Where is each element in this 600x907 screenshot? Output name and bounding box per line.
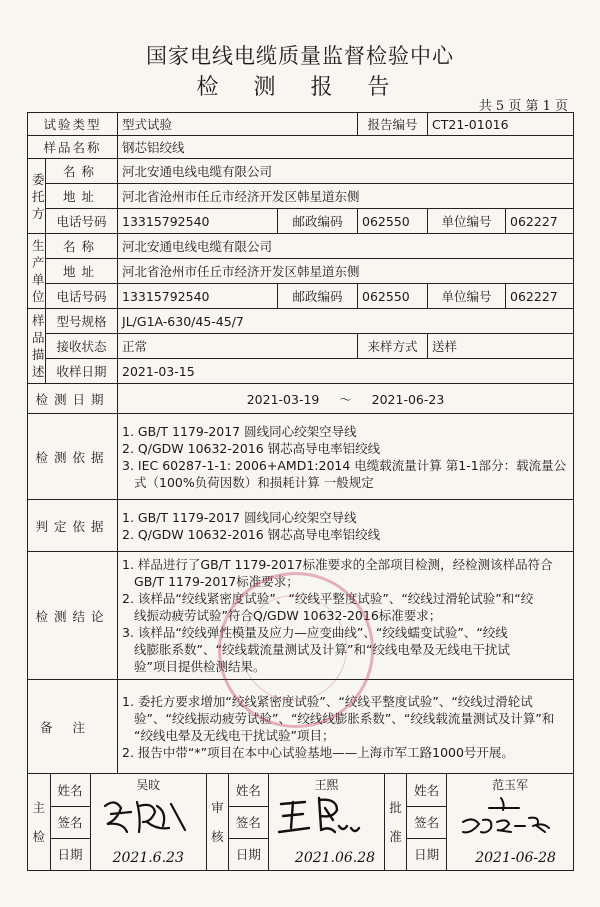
remarks-label: 备注 — [28, 680, 118, 774]
conclusion-line: 验”项目提供检测结果。 — [134, 659, 266, 674]
remarks-line: 2. 报告中带“*”项目在本中心试验基地——上海市军工路1000号开展。 — [122, 744, 514, 760]
remarks-content — [118, 680, 574, 774]
sig-approve-date: 2021-06-28 — [475, 850, 556, 866]
sig-approve-date-label: 日期 — [414, 846, 440, 862]
client-phone-label: 电话号码 — [46, 209, 118, 234]
judgement-content — [118, 500, 574, 552]
producer-phone-label: 电话号码 — [46, 284, 118, 309]
producer-postal-value: 062550 — [358, 284, 428, 309]
sig-main-role: 主 检 — [28, 774, 50, 870]
client-group-label: 委 托 方 — [28, 159, 46, 234]
row-judgement — [28, 500, 574, 552]
report-no-value: CT21-01016 — [428, 113, 574, 136]
client-phone-value: 13315792540 — [118, 209, 278, 234]
producer-name-label: 名称 — [46, 234, 118, 259]
sample-status-value: 正常 — [118, 334, 358, 359]
producer-unit-label: 单位编号 — [428, 284, 506, 309]
sig-approve-name: 范玉军 — [492, 778, 529, 792]
sig-main-date: 2021.6.23 — [112, 850, 184, 866]
conclusion-line: 2. 该样品“绞线紧密度试验”、“绞线平整度试验”、“绞线过滑轮试验”和“绞 — [122, 591, 534, 606]
sample-name-label: 样品名称 — [28, 136, 118, 159]
sig-approve-sign-label: 签名 — [407, 807, 446, 839]
sample-method-value: 送样 — [428, 334, 574, 359]
sig-review-role: 审 核 — [206, 774, 228, 870]
row-test-date — [28, 384, 574, 414]
test-date-value — [118, 384, 574, 414]
sig-approve-role: 批 准 — [385, 774, 407, 870]
producer-address-value: 河北省沧州市任丘市经济开发区韩星道东侧 — [118, 259, 574, 284]
sig-main-signature — [97, 792, 197, 842]
row-remarks — [28, 680, 574, 774]
row-signatures — [28, 774, 574, 871]
sig-review-sign-label: 签名 — [229, 807, 268, 839]
sig-approve-name-label: 姓名 — [407, 775, 446, 807]
test-date-start: 2021-03-19 — [246, 391, 320, 407]
row-basis — [28, 414, 574, 500]
sig-review-date-label: 日期 — [235, 846, 261, 862]
sig-review-name: 王煕 — [314, 778, 339, 792]
report-table — [27, 112, 574, 871]
row-sample-name — [28, 136, 574, 159]
sig-main-sign-label: 签名 — [51, 807, 90, 839]
conclusion-line: 3. 该样品“绞线弹性模量及应力—应变曲线”、“绞线蠕变试验”、“绞线 — [122, 625, 508, 640]
report-org-title: 国家电线电缆质量监督检验中心 — [146, 44, 454, 68]
sample-name-value: 钢芯铝绞线 — [118, 136, 574, 159]
producer-unit-value: 062227 — [506, 284, 574, 309]
row-conclusion — [28, 552, 574, 680]
remarks-line: “绞线电晕及无线电干扰试验”项目； — [134, 727, 335, 743]
basis-item: 式（100%负荷因数）和损耗计算 一般规定 — [134, 474, 374, 490]
conclusion-line: GB/T 1179-2017标准要求； — [134, 574, 299, 589]
judgement-item: 1. GB/T 1179-2017 圆线同心绞架空导线 — [122, 509, 357, 525]
sample-date-label: 收样日期 — [46, 359, 118, 384]
conclusion-label: 检测结论 — [28, 552, 118, 680]
sig-approve-signature — [453, 792, 563, 842]
page-info: 共 5 页 第 1 页 — [478, 99, 568, 114]
remarks-line: 验”、“绞线振动疲劳试验”、“绞线线膨胀系数”、“绞线载流量测试及计算”和 — [134, 710, 555, 726]
client-postal-label: 邮政编码 — [278, 209, 358, 234]
signature-table — [28, 774, 573, 870]
sig-main-name: 吴旼 — [136, 778, 161, 792]
judgement-label: 判定依据 — [28, 500, 118, 552]
client-address-label: 地址 — [46, 184, 118, 209]
producer-phone-value: 13315792540 — [118, 284, 278, 309]
client-unit-value: 062227 — [506, 209, 574, 234]
sig-main-date-label: 日期 — [57, 846, 83, 862]
basis-item: 2. Q/GDW 10632-2016 钢芯高导电率铝绞线 — [122, 440, 381, 456]
conclusion-line: 线膨胀系数”、“绞线载流量测试及计算”和“绞线电晕及无线电干扰试 — [134, 642, 510, 657]
sample-model-value: JL/G1A-630/45-45/7 — [118, 309, 574, 334]
client-unit-label: 单位编号 — [428, 209, 506, 234]
sig-main-name-label: 姓名 — [51, 775, 90, 807]
sig-review-date: 2021.06.28 — [294, 850, 376, 866]
sample-status-label: 接收状态 — [46, 334, 118, 359]
test-date-label: 检测日期 — [28, 384, 118, 414]
sig-review-name-label: 姓名 — [229, 775, 268, 807]
basis-item: 3. IEC 60287-1-1: 2006+AMD1:2014 电缆载流量计算 第1-1部分：载流量公 — [122, 457, 567, 473]
sig-review-signature — [275, 792, 375, 842]
basis-label: 检测依据 — [28, 414, 118, 500]
conclusion-line: 线振动疲劳试验”符合Q/GDW 10632-2016标准要求； — [134, 608, 442, 623]
sample-date-value: 2021-03-15 — [118, 359, 574, 384]
remarks-line: 1. 委托方要求增加“绞线紧密度试验”、“绞线平整度试验”、“绞线过滑轮试 — [122, 693, 533, 709]
sample-method-label: 来样方式 — [358, 334, 428, 359]
client-name-value: 河北安通电线电缆有限公司 — [118, 159, 574, 184]
judgement-item: 2. Q/GDW 10632-2016 钢芯高导电率铝绞线 — [122, 526, 381, 542]
row-test-type — [28, 113, 574, 136]
test-date-sep: ～ — [339, 391, 352, 407]
basis-content — [118, 414, 574, 500]
test-type-value: 型式试验 — [118, 113, 358, 136]
producer-address-label: 地址 — [46, 259, 118, 284]
producer-postal-label: 邮政编码 — [278, 284, 358, 309]
client-name-label: 名称 — [46, 159, 118, 184]
report-title: 检 测 报 告 — [196, 75, 404, 100]
basis-item: 1. GB/T 1179-2017 圆线同心绞架空导线 — [122, 423, 357, 439]
test-type-label: 试验类型 — [28, 113, 118, 136]
client-postal-value: 062550 — [358, 209, 428, 234]
client-address-value: 河北省沧州市任丘市经济开发区韩星道东侧 — [118, 184, 574, 209]
conclusion-content — [118, 552, 574, 680]
sample-model-label: 型号规格 — [46, 309, 118, 334]
producer-group-label: 生 产 单 位 — [28, 234, 46, 309]
report-no-label: 报告编号 — [358, 113, 428, 136]
conclusion-line: 1. 样品进行了GB/T 1179-2017标准要求的全部项目检测，经检测该样品符合 — [122, 557, 553, 572]
sample-group-label: 样 品 描 述 — [28, 309, 46, 384]
producer-name-value: 河北安通电线电缆有限公司 — [118, 234, 574, 259]
test-date-end: 2021-06-23 — [371, 391, 445, 407]
